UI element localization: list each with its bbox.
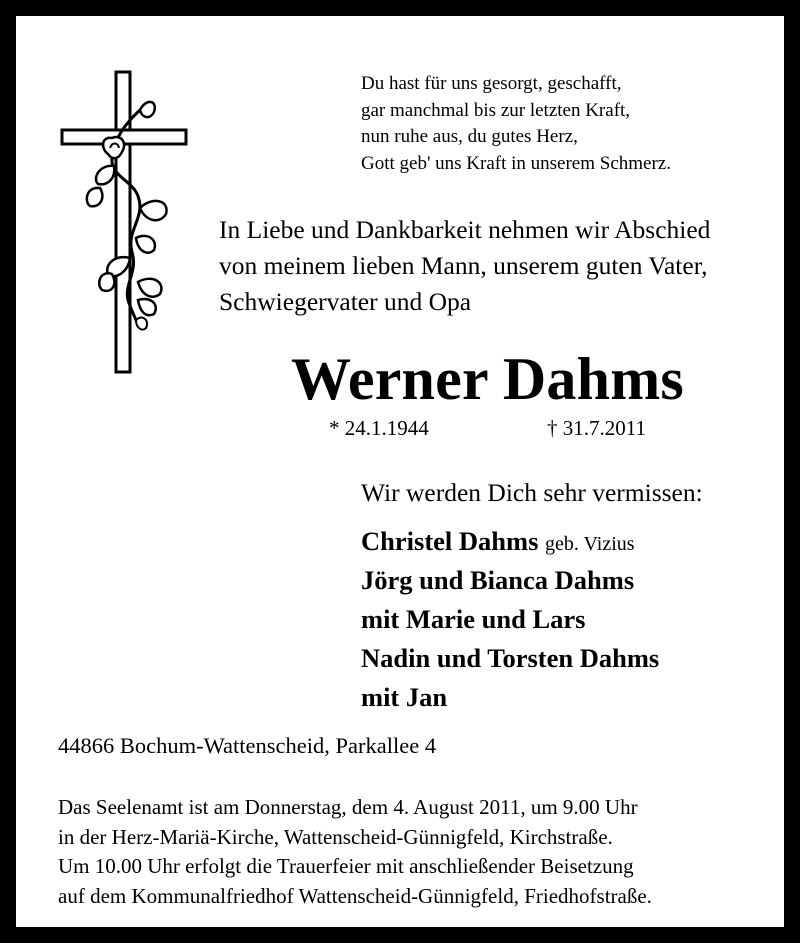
poem-line: gar manchmal bis zur letzten Kraft,: [361, 99, 631, 121]
poem-line: nun ruhe aus, du gutes Herz,: [361, 126, 578, 147]
widow-name: Christel Dahms: [361, 526, 539, 556]
poem-line: Du hast für uns gesorgt, geschafft,: [361, 73, 622, 94]
service-line: in der Herz-Mariä-Kirche, Wattenscheid-Günnigfeld, Kirchstraße.: [58, 824, 613, 849]
service-details: [58, 793, 652, 911]
family-signatures: [361, 522, 659, 717]
poem: [361, 71, 671, 177]
intro-line: von meinem lieben Mann, unserem guten Vater,: [219, 251, 708, 280]
maiden-name: geb. Vizius: [545, 533, 635, 555]
service-line: Das Seelenamt ist am Donnerstag, dem 4. August 2011, um 9.00 Uhr: [58, 795, 638, 819]
family-line: mit Jan: [361, 682, 448, 712]
family-line: Nadin und Torsten Dahms: [361, 643, 660, 673]
intro-line: Schwiegervater und Opa: [219, 287, 472, 316]
intro-line: In Liebe und Dankbarkeit nehmen wir Abschied: [219, 215, 711, 244]
birth-date: * 24.1.1944: [329, 416, 429, 440]
address: 44866 Bochum-Wattenscheid, Parkallee 4: [58, 733, 437, 758]
death-date: † 31.7.2011: [547, 416, 646, 440]
family-line: Jörg und Bianca Dahms: [361, 565, 635, 595]
intro-text: [219, 212, 710, 320]
service-line: auf dem Kommunalfriedhof Wattenscheid-Günnigfeld, Friedhofstraße.: [58, 883, 652, 908]
service-line: Um 10.00 Uhr erfolgt die Trauerfeier mit anschließender Beisetzung: [58, 854, 634, 878]
family-line: [361, 522, 659, 561]
miss-line: Wir werden Dich sehr vermissen:: [361, 478, 703, 507]
poem-line: Gott geb' uns Kraft in unserem Schmerz.: [361, 152, 671, 174]
cross-with-rose-icon: [56, 68, 191, 376]
deceased-name: Werner Dahms: [291, 346, 684, 412]
family-line: mit Marie und Lars: [361, 604, 586, 634]
